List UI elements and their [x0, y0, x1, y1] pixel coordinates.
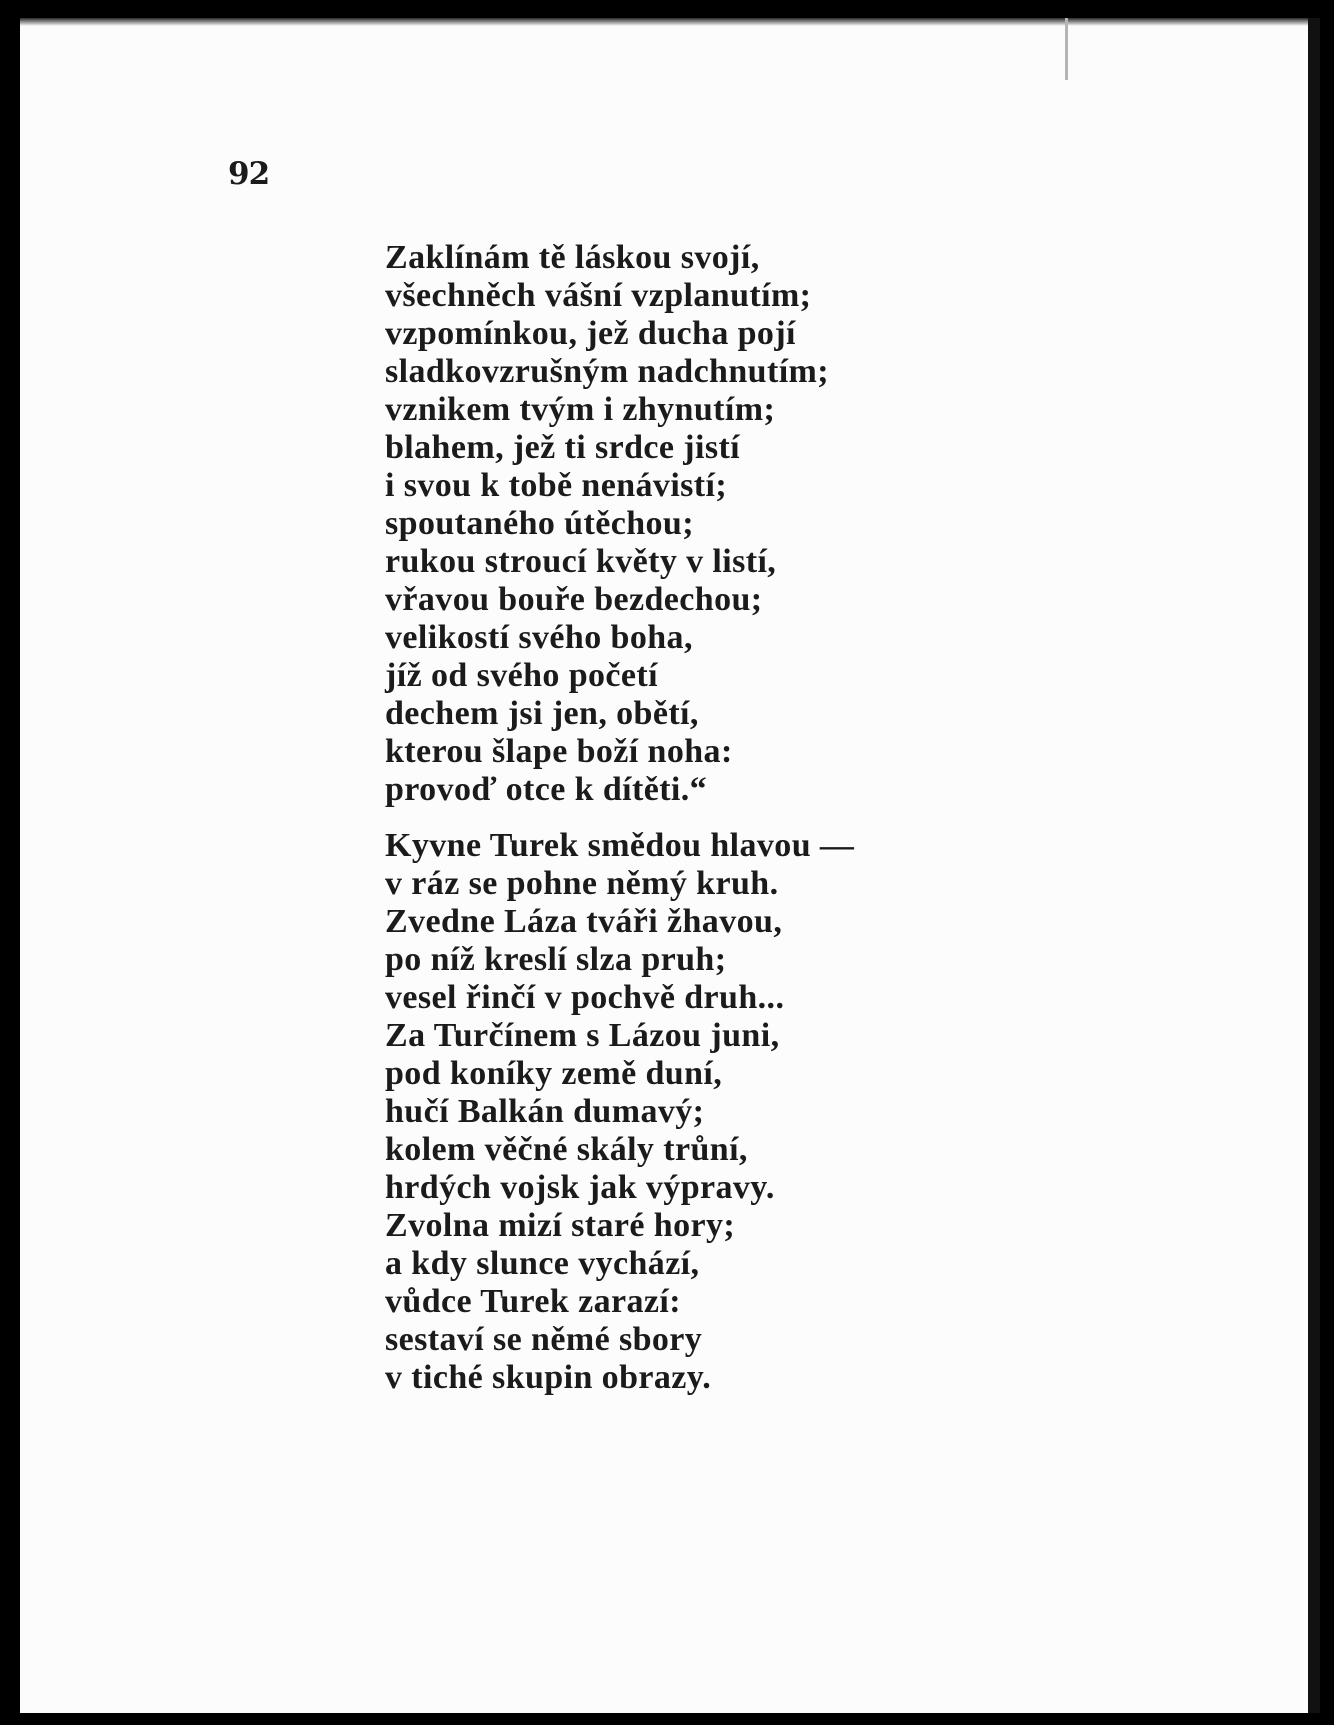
poem-line: provoď otce k dítěti.“ [385, 771, 708, 808]
poem-line: sladkovzrušným nadchnutím; [385, 353, 829, 390]
poem-line: pod koníky země duní, [385, 1055, 723, 1092]
poem-text [385, 239, 945, 1415]
poem-line: spoutaného útěchou; [385, 505, 694, 542]
poem-line: všechněch vášní vzplanutím; [385, 277, 812, 314]
poem-line: kolem věčné skály trůní, [385, 1131, 748, 1168]
poem-line: a kdy slunce vychází, [385, 1245, 700, 1282]
poem-line: vřavou bouře bezdechou; [385, 581, 763, 618]
stanza-1 [385, 239, 945, 809]
poem-line: Kyvne Turek smědou hlavou — [385, 827, 855, 864]
poem-line: Za Turčínem s Lázou juni, [385, 1017, 780, 1054]
poem-line: dechem jsi jen, obětí, [385, 695, 699, 732]
poem-line: v tiché skupin obrazy. [385, 1359, 712, 1396]
poem-line: rukou stroucí květy v listí, [385, 543, 777, 580]
poem-line: po níž kreslí slza pruh; [385, 941, 727, 978]
poem-line: Zvedne Láza tváři žhavou, [385, 903, 783, 940]
poem-line: i svou k tobě nenávistí; [385, 467, 728, 504]
poem-line: sestaví se němé sbory [385, 1321, 703, 1358]
paper-sheet [20, 18, 1320, 1713]
poem-line: hučí Balkán dumavý; [385, 1093, 705, 1130]
poem-line: hrdých vojsk jak výpravy. [385, 1169, 775, 1206]
poem-line: jíž od svého početí [385, 657, 658, 694]
right-page-edge [1308, 18, 1320, 1713]
edge-mark [1065, 18, 1068, 80]
poem-line: vzpomínkou, jež ducha pojí [385, 315, 796, 352]
poem-line: velikostí svého boha, [385, 619, 693, 656]
page-number: 92 [228, 156, 270, 192]
poem-line: vznikem tvým i zhynutím; [385, 391, 776, 428]
poem-line: vesel řinčí v pochvě druh... [385, 979, 785, 1016]
poem-line: v ráz se pohne němý kruh. [385, 865, 779, 902]
top-edge-shadow [20, 18, 1320, 26]
poem-line: blahem, jež ti srdce jistí [385, 429, 741, 466]
stanza-2 [385, 827, 945, 1397]
poem-line: Zvolna mizí staré hory; [385, 1207, 736, 1244]
poem-line: Zaklínám tě láskou svojí, [385, 239, 760, 276]
poem-line: vůdce Turek zarazí: [385, 1283, 681, 1320]
poem-line: kterou šlape boží noha: [385, 733, 733, 770]
